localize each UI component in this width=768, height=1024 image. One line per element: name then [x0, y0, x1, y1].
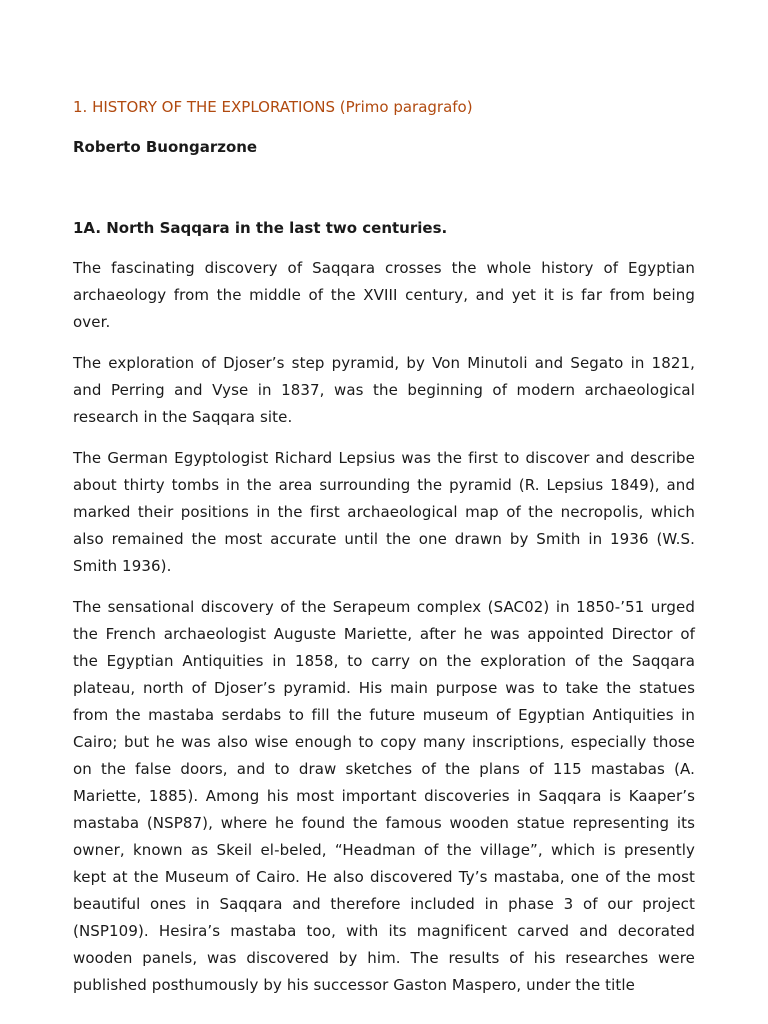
paragraph: The sensational discovery of the Serapeum complex (SAC02) in 1850-’51 urged the French archaeologist Auguste Mariette, after he was appointed Director of the Egyptian Antiquities in 1858, to carry on the exploration of the Saqqara plateau, north of Djoser’s pyramid. His main purpose was to take the statues from the mastaba serdabs to fill the future museum of Egyptian Antiquities in Cairo; but he was also wise enough to copy many inscriptions, especially those on the false doors, and to draw sketches of the plans of 115 mastabas (A. Mariette, 1885). Among his most important discoveries in Saqqara is Kaaper’s mastaba (NSP87), where he found the famous wooden statue representing its owner, known as Skeil el-beled, “Headman of the village”, which is presently kept at the Museum of Cairo. He also discovered Ty’s mastaba, one of the most beautiful ones in Saqqara and therefore included in phase 3 of our project (NSP109). Hesira’s mastaba too, with its magnificent carved and decorated wooden panels, was discovered by him. The results of his researches were published posthumously by his successor Gaston Maspero, under the title: [73, 598, 695, 994]
paragraph: The fascinating discovery of Saqqara crosses the whole history of Egyptian archaeology from the middle of the XVIII century, and yet it is far from being over.: [73, 259, 695, 331]
subsection-heading: 1A. North Saqqara in the last two centuries.: [73, 219, 448, 237]
document-page: [73, 96, 695, 999]
paragraph: The German Egyptologist Richard Lepsius was the first to discover and describe about thirty tombs in the area surrounding the pyramid (R. Lepsius 1849), and marked their positions in the first archaeological map of the necropolis, which also remained the most accurate until the one drawn by Smith in 1936 (W.S. Smith 1936).: [73, 449, 695, 575]
paragraph: The exploration of Djoser’s step pyramid, by Von Minutoli and Segato in 1821, and Perring and Vyse in 1837, was the beginning of modern archaeological research in the Saqqara site.: [73, 354, 695, 426]
section-heading: 1. HISTORY OF THE EXPLORATIONS (Primo paragrafo): [73, 98, 473, 116]
author-name: Roberto Buongarzone: [73, 138, 258, 156]
